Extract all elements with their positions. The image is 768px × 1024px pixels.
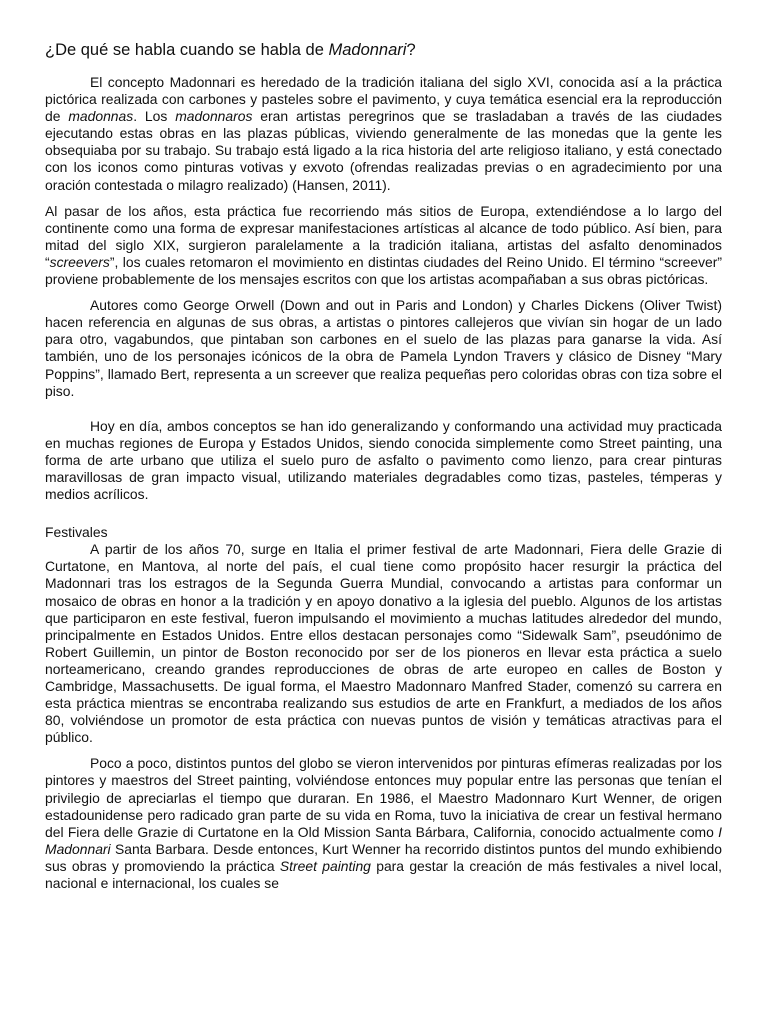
title-text: ¿De qué se habla cuando se habla de — [45, 41, 329, 59]
paragraph-4: Hoy en día, ambos conceptos se han ido generalizando y conformando una actividad muy practicada en muchas regiones de Europa y Estados Unidos, siendo conocida simplemente como Street painting, una forma de arte urbano que utiliza el suelo puro de asfalto o pavimento como lienzo, para crear pinturas maravillosas de gran impacto visual, utilizando materiales degradables como tizas, pasteles, témperas y medios acrílicos. — [45, 417, 722, 503]
title-italic: Madonnari — [328, 41, 407, 59]
section-heading: Festivales — [45, 524, 108, 541]
paragraph-3: Autores como George Orwell (Down and out in Paris and London) y Charles Dickens (Oliver Twist) hacen referencia en algunas de sus obras, a artistas o pintores callejeros que vivían sin hogar de un lado para otro, vagabundos, que pintaban son carbones en el suelo de las plazas para ganarse la vida. Así también, uno de los personajes icónicos de la obra de Pamela Lyndon Travers y clásico de Disney “Mary Poppins”, llamado Bert, representa a un screever que realiza pequeñas pero coloridas obras con tiza sobre el piso. — [45, 297, 722, 399]
title-end: ? — [406, 41, 416, 59]
paragraph-5: A partir de los años 70, surge en Italia el primer festival de arte Madonnari, Fiera delle Grazie di Curtatone, en Mantova, al norte del país, el cual tiene como propósito hacer resurgir la práctica del Madonnari tras los estragos de la Segunda Guerra Mundial, convocando a artistas para conformar un mosaico de obras en honor a la tradición y en apoyo donativo a la iglesia del pueblo. Algunos de los artistas que participaron en este festival, fueron impulsando el movimiento a muchas latitudes alrededor del mundo, principalmente en Estados Unidos. Entre ellos destacan personajes como “Sidewalk Sam”, pseudónimo de Robert Guillemin, un pintor de Boston reconocido por ser de los pioneros en llevar esta práctica a suelo norteamericano, creando grandes reproducciones de obras de arte europeo en calles de Boston y Cambridge, Massachusetts. De igual forma, el Maestro Madonnaro Manfred Stader, comenzó su carrera en esta práctica mientras se encontraba realizando sus estudios de arte en Frankfurt, a mediados de los años 80, volviéndose un promotor de esta práctica con nuevas puntos de visión y temáticas atractivas para el público. — [45, 541, 722, 746]
paragraph-2: Al pasar de los años, esta práctica fue recorriendo más sitios de Europa, extendiéndose a lo largo del continente como una forma de expresar manifestaciones artísticas al alcance de todo público. Así bien, para mitad del siglo XIX, surgieron paralelamente a la tradición italiana, artistas del asfalto denominados “screevers”, los cuales retomaron el movimiento en distintas ciudades del Reino Unido. El término “screever” proviene probablemente de los mensajes escritos con que los artistas acompañaban a sus obras pictóricas. — [45, 202, 722, 288]
document-page — [45, 40, 722, 892]
paragraph-6: Poco a poco, distintos puntos del globo se vieron intervenidos por pinturas efímeras realizadas por los pintores y maestros del Street painting, volviéndose entonces muy popular entre las personas que tenían el privilegio de apreciarlas el tiempo que duraran. En 1986, el Maestro Madonnaro Kurt Wenner, de origen estadounidense pero radicado gran parte de su vida en Roma, tuvo la iniciativa de crear un festival hermano del Fiera delle Grazie di Curtatone en la Old Mission Santa Bárbara, California, conocido actualmente como I Madonnari Santa Barbara. Desde entonces, Kurt Wenner ha recorrido distintos puntos del mundo exhibiendo sus obras y promoviendo la práctica Street painting para gestar la creación de más festivales a nivel local, nacional e internacional, los cuales se — [45, 755, 723, 892]
document-title — [45, 40, 722, 60]
paragraph-1: El concepto Madonnari es heredado de la tradición italiana del siglo XVI, conocida así a la práctica pictórica realizada con carbones y pasteles sobre el pavimento, y cuya temática esencial era la reproducción de madonnas. Los madonnaros eran artistas peregrinos que se trasladaban a través de las ciudades ejecutando estas obras en las plazas públicas, viviendo generalmente de las monedas que la gente les obsequiaba por su trabajo. Su trabajo está ligado a la rica historia del arte religioso italiano, y está conectado con los iconos como pinturas votivas y exvoto (ofrendas realizadas previas o en agradecimiento por una oración contestada o milagro realizado) (Hansen, 2011). — [45, 74, 722, 193]
